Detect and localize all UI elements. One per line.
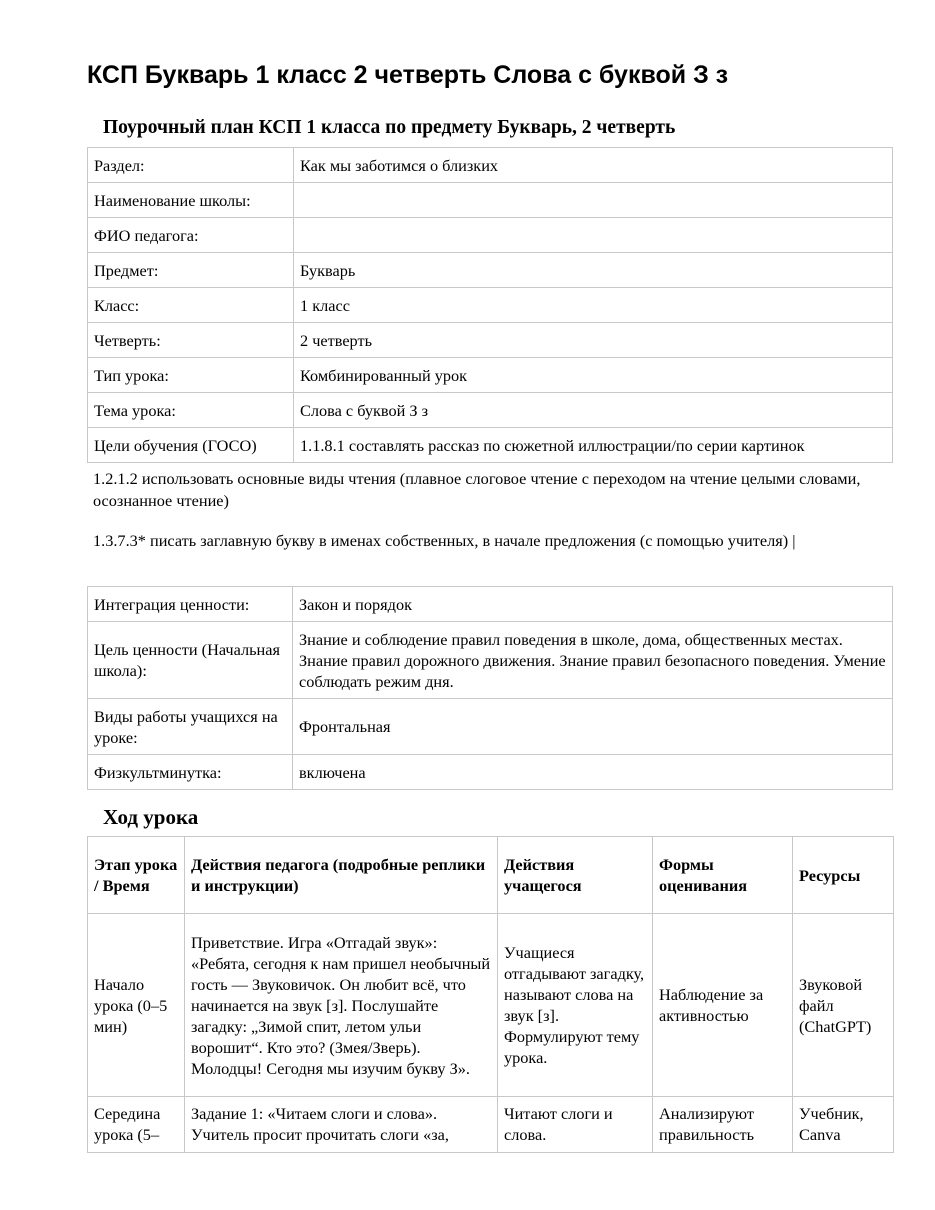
lesson-info-table xyxy=(87,147,893,463)
row-value-teacher xyxy=(294,218,893,253)
student-actions-cell: Учащиеся отгадывают загадку, называют слова на звук [з]. Формулируют тему урока. xyxy=(498,914,653,1097)
learning-goal-text: 1.2.1.2 использовать основные виды чтения (плавное слоговое чтение с переходом на чтение целыми словами, осознанное чтение) xyxy=(93,469,861,510)
table-row xyxy=(88,428,893,463)
learning-goal-text: 1.3.7.3* писать заглавную букву в именах собственных, в начале предложения (с помощью учителя) | xyxy=(93,531,796,550)
table-row xyxy=(88,699,893,755)
row-label-quarter: Четверть: xyxy=(88,323,294,358)
column-header-assessment: Формы оценивания xyxy=(653,837,793,914)
row-value-value-integration: Закон и порядок xyxy=(293,587,893,622)
row-label-physical-break: Физкультминутка: xyxy=(88,755,293,790)
document-title: КСП Букварь 1 класс 2 четверть Слова с буквой З з xyxy=(87,61,729,89)
table-row xyxy=(88,393,893,428)
table-row xyxy=(88,358,893,393)
row-value-section: Как мы заботимся о близких xyxy=(294,148,893,183)
row-label-subject: Предмет: xyxy=(88,253,294,288)
row-label-value-goal: Цель ценности (Начальная школа): xyxy=(88,622,293,699)
table-row xyxy=(88,622,893,699)
teacher-actions-cell: Задание 1: «Читаем слоги и слова». Учитель просит прочитать слоги «за, xyxy=(185,1097,498,1153)
table-row xyxy=(88,218,893,253)
resources-cell: Звуковой файл (ChatGPT) xyxy=(793,914,894,1097)
lesson-flow-table xyxy=(87,836,894,1153)
table-row xyxy=(88,1097,894,1153)
assessment-cell: Анализируют правильность xyxy=(653,1097,793,1153)
stage-cell: Начало урока (0–5 мин) xyxy=(88,914,185,1097)
row-value-learning-goals: 1.1.8.1 составлять рассказ по сюжетной иллюстрации/по серии картинок xyxy=(294,428,893,463)
row-label-school: Наименование школы: xyxy=(88,183,294,218)
table-row xyxy=(88,755,893,790)
row-label-lesson-topic: Тема урока: xyxy=(88,393,294,428)
row-value-lesson-type: Комбинированный урок xyxy=(294,358,893,393)
row-value-lesson-topic: Слова с буквой З з xyxy=(294,393,893,428)
table-row xyxy=(88,914,894,1097)
teacher-actions-cell: Приветствие. Игра «Отгадай звук»: «Ребята, сегодня к нам пришел необычный гость — Звуковичок. Он любит всё, что начинается на звук [з]. Послушайте загадку: „Зимой спит, летом ульи ворошит“. Кто это? (Змея/Зверь). Молодцы! Сегодня мы изучим букву З». xyxy=(185,914,498,1097)
table-row xyxy=(88,183,893,218)
row-label-grade: Класс: xyxy=(88,288,294,323)
table-row xyxy=(88,323,893,358)
stage-cell: Середина урока (5– xyxy=(88,1097,185,1153)
row-value-value-goal: Знание и соблюдение правил поведения в школе, дома, общественных местах. Знание правил дорожного движения. Знание правил безопасного поведения. Умение соблюдать режим дня. xyxy=(293,622,893,699)
column-header-resources: Ресурсы xyxy=(793,837,894,914)
table-header-row xyxy=(88,837,894,914)
table-row xyxy=(88,288,893,323)
values-table xyxy=(87,586,893,790)
resources-cell: Учебник, Canva xyxy=(793,1097,894,1153)
column-header-student-actions: Действия учащегося xyxy=(498,837,653,914)
assessment-cell: Наблюдение за активностью xyxy=(653,914,793,1097)
row-label-learning-goals: Цели обучения (ГОСО) xyxy=(88,428,294,463)
table-row xyxy=(88,587,893,622)
row-value-physical-break: включена xyxy=(293,755,893,790)
column-header-teacher-actions: Действия педагога (подробные реплики и инструкции) xyxy=(185,837,498,914)
row-value-quarter: 2 четверть xyxy=(294,323,893,358)
row-value-work-types: Фронтальная xyxy=(293,699,893,755)
column-header-stage: Этап урока / Время xyxy=(88,837,185,914)
student-actions-cell: Читают слоги и слова. xyxy=(498,1097,653,1153)
row-label-teacher: ФИО педагога: xyxy=(88,218,294,253)
row-label-work-types: Виды работы учащихся на уроке: xyxy=(88,699,293,755)
row-value-school xyxy=(294,183,893,218)
plan-subtitle: Поурочный план КСП 1 класса по предмету Букварь, 2 четверть xyxy=(103,117,676,138)
row-label-section: Раздел: xyxy=(88,148,294,183)
row-label-value-integration: Интеграция ценности: xyxy=(88,587,293,622)
row-value-subject: Букварь xyxy=(294,253,893,288)
lesson-flow-heading: Ход урока xyxy=(103,805,199,829)
table-row xyxy=(88,148,893,183)
table-row xyxy=(88,253,893,288)
row-label-lesson-type: Тип урока: xyxy=(88,358,294,393)
row-value-grade: 1 класс xyxy=(294,288,893,323)
